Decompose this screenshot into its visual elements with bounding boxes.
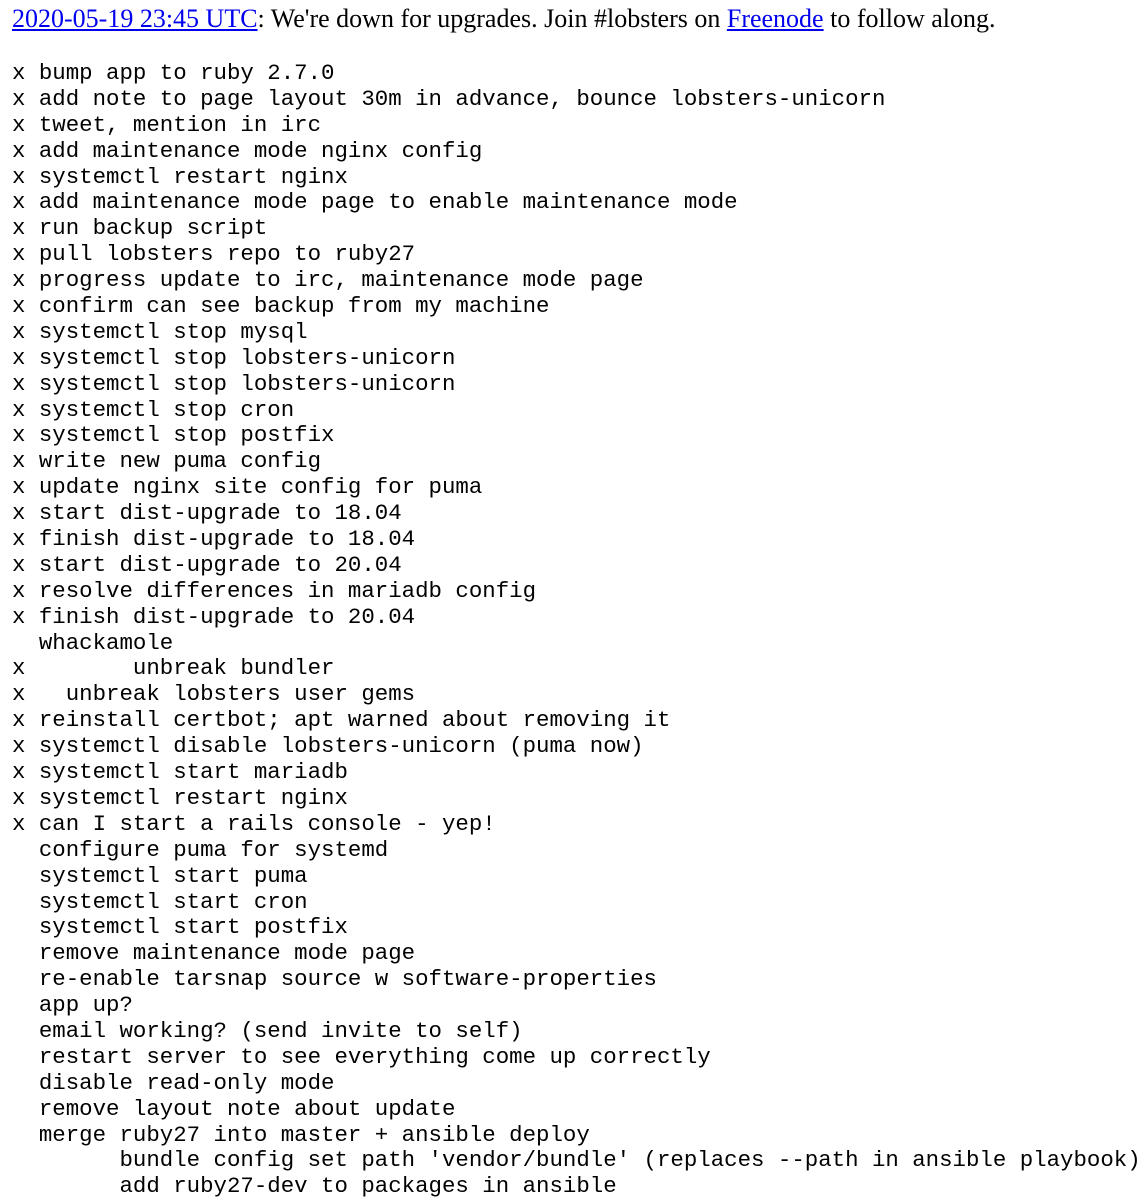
checklist-item: x finish dist-upgrade to 20.04 [12,603,416,630]
checklist-item: re-enable tarsnap source w software-properties [12,966,657,993]
checklist-item: x write new puma config [12,448,322,475]
notice-text-start: : We're down for upgrades. Join #lobsters on [257,4,727,33]
maintenance-notice [12,2,995,36]
checklist-item: restart server to see everything come up correctly [12,1043,711,1070]
checklist-item: x progress update to irc, maintenance mode page [12,267,644,294]
checklist-item: x add note to page layout 30m in advance, bounce lobsters-unicorn [12,85,886,112]
checklist-item: x systemctl stop mysql [12,318,308,345]
checklist-item: remove maintenance mode page [12,940,416,967]
checklist-item: x systemctl restart nginx [12,163,348,190]
checklist-item: systemctl start puma [12,862,308,889]
checklist-item: x unbreak bundler [12,655,335,682]
checklist-item: x finish dist-upgrade to 18.04 [12,526,416,553]
checklist-item: x unbreak lobsters user gems [12,681,416,708]
checklist-item: x reinstall certbot; apt warned about removing it [12,707,671,734]
checklist-item: remove layout note about update [12,1095,456,1122]
checklist-item: bundle config set path 'vendor/bundle' (replaces --path in ansible playbook) [12,1147,1141,1174]
checklist-item: x confirm can see backup from my machine [12,293,550,320]
timestamp-link[interactable]: 2020-05-19 23:45 UTC [12,4,258,33]
checklist-item: whackamole [12,629,174,656]
checklist-item: merge ruby27 into master + ansible deploy [12,1121,590,1148]
checklist-item: x systemctl stop postfix [12,422,335,449]
checklist-item: x start dist-upgrade to 20.04 [12,551,402,578]
checklist-item: x start dist-upgrade to 18.04 [12,500,402,527]
checklist-item: x run backup script [12,215,268,242]
notice-text-end: to follow along. [823,4,996,33]
checklist-item: x systemctl start mariadb [12,759,348,786]
checklist-item: configure puma for systemd [12,836,389,863]
checklist-item: add ruby27-dev to packages in ansible [12,1173,617,1200]
freenode-link[interactable]: Freenode [726,4,824,33]
checklist-item: x add maintenance mode nginx config [12,137,483,164]
checklist-item: x add maintenance mode page to enable maintenance mode [12,189,738,216]
checklist-item: email working? (send invite to self) [12,1017,523,1044]
upgrade-checklist [12,61,1141,1200]
checklist-item: x resolve differences in mariadb config [12,577,537,604]
checklist-item: x can I start a rails console - yep! [12,810,496,837]
checklist-item: x systemctl restart nginx [12,784,348,811]
checklist-item: x tweet, mention in irc [12,111,322,138]
checklist-item: systemctl start postfix [12,914,348,941]
checklist-item: x pull lobsters repo to ruby27 [12,241,416,268]
checklist-item: disable read-only mode [12,1069,335,1096]
checklist-item: x update nginx site config for puma [12,474,483,501]
checklist-item: x systemctl stop lobsters-unicorn [12,370,456,397]
checklist-item: systemctl start cron [12,888,308,915]
checklist-item: x systemctl disable lobsters-unicorn (puma now) [12,733,644,760]
checklist-item: x systemctl stop cron [12,396,295,423]
checklist-item: x bump app to ruby 2.7.0 [12,60,335,86]
checklist-item: x systemctl stop lobsters-unicorn [12,344,456,371]
checklist-item: app up? [12,992,133,1019]
